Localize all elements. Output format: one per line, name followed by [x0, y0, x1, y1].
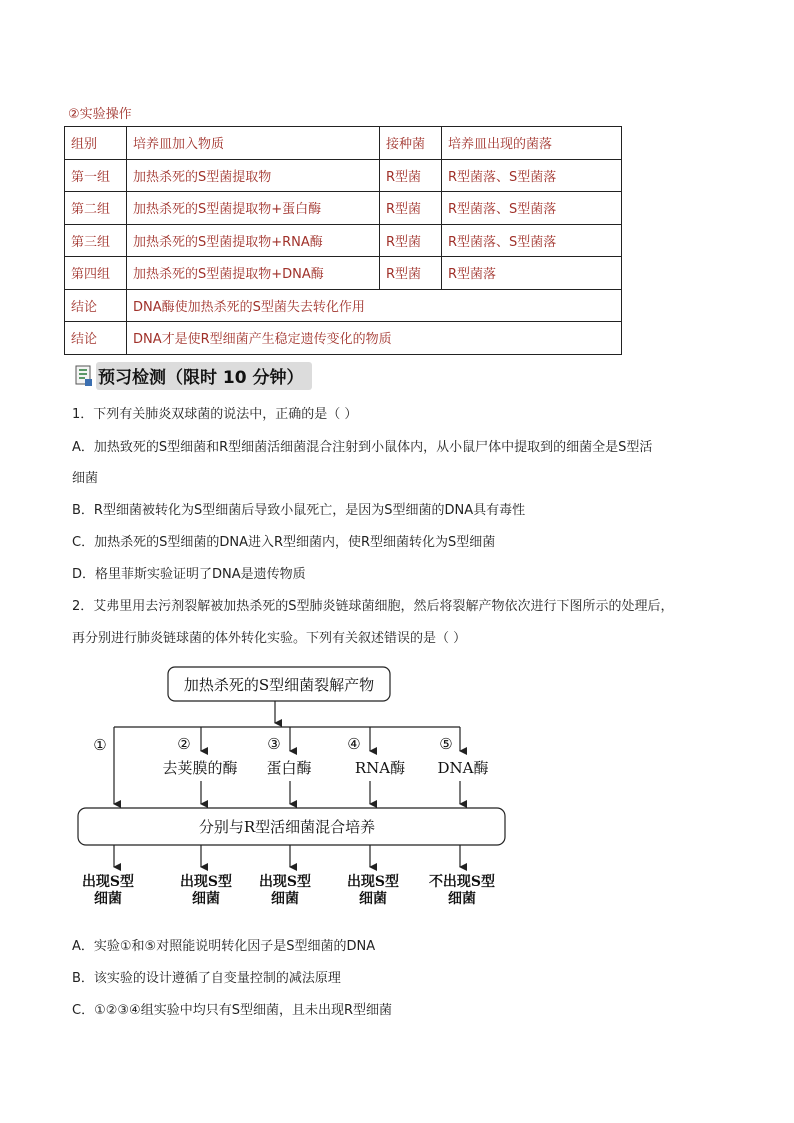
middle-box-label: 分别与R型活细菌混合培养 [198, 818, 376, 836]
table-cell: R型菌落、S型菌落 [442, 192, 622, 225]
table-row [65, 159, 622, 192]
table-cell: 第四组 [65, 257, 127, 290]
result-label: 细菌 [271, 891, 299, 907]
experiment-table [64, 126, 622, 355]
table-cell: 第三组 [65, 224, 127, 257]
conclusion-text: DNA才是使R型细菌产生稳定遗传变化的物质 [127, 322, 622, 355]
q1-stem: 1．下列有关肺炎双球菌的说法中，正确的是（ ） [72, 407, 358, 422]
q1-option-d: D．格里菲斯实验证明了DNA是遗传物质 [72, 567, 306, 582]
branch-number: ⑤ [439, 735, 453, 753]
table-cell: R型菌落、S型菌落 [442, 224, 622, 257]
result-label: 细菌 [448, 891, 476, 907]
table-row [65, 192, 622, 225]
result-label: 细菌 [192, 891, 220, 907]
enzyme-label: 蛋白酶 [266, 759, 312, 777]
table-cell: 第二组 [65, 192, 127, 225]
q1-option-b: B．R型细菌被转化为S型细菌后导致小鼠死亡，是因为S型细菌的DNA具有毒性 [72, 503, 526, 518]
table-cell: 加热杀死的S型菌提取物+RNA酶 [127, 224, 380, 257]
conclusion-row [65, 289, 622, 322]
table-row [65, 257, 622, 290]
result-label: 细菌 [94, 891, 122, 907]
result-label: 细菌 [359, 891, 387, 907]
top-box-label: 加热杀死的S型细菌裂解产物 [183, 676, 375, 694]
q2-option-c: C．①②③④组实验中均只有S型细菌，且未出现R型细菌 [72, 1003, 392, 1018]
q2-stem: 2．艾弗里用去污剂裂解被加热杀死的S型肺炎链球菌细胞，然后将裂解产物依次进行下图所示的处理后， [72, 599, 674, 614]
q2-option-b: B．该实验的设计遵循了自变量控制的减法原理 [72, 971, 341, 986]
table-cell: 加热杀死的S型菌提取物+DNA酶 [127, 257, 380, 290]
table-cell: R型菌落 [442, 257, 622, 290]
table-header-row [65, 127, 622, 160]
banner-title: 预习检测（限时 10 分钟） [96, 362, 312, 390]
header-cell: 培养皿加入物质 [127, 127, 380, 160]
table-cell: R型菌 [380, 257, 442, 290]
q2-stem-cont: 再分别进行肺炎链球菌的体外转化实验。下列有关叙述错误的是（ ） [72, 631, 467, 646]
result-label: 不出现S型 [428, 874, 496, 890]
table-cell: 第一组 [65, 159, 127, 192]
conclusion-text: DNA酶使加热杀死的S型菌失去转化作用 [127, 289, 622, 322]
q2-option-a: A．实验①和⑤对照能说明转化因子是S型细菌的DNA [72, 939, 376, 954]
document-icon [74, 365, 94, 387]
q1-option-c: C．加热杀死的S型细菌的DNA进入R型细菌内，使R型细菌转化为S型细菌 [72, 535, 496, 550]
transformation-flow-diagram [70, 660, 520, 915]
table-cell: R型菌 [380, 192, 442, 225]
header-cell: 接种菌 [380, 127, 442, 160]
q1-option-a-cont: 细菌 [72, 471, 99, 486]
table-row [65, 224, 622, 257]
conclusion-row [65, 322, 622, 355]
table-cell: R型菌 [380, 224, 442, 257]
table-cell: R型菌落、S型菌落 [442, 159, 622, 192]
table-cell: 加热杀死的S型菌提取物 [127, 159, 380, 192]
branch-number: ① [93, 736, 107, 754]
header-cell: 组别 [65, 127, 127, 160]
header-cell: 培养皿出现的菌落 [442, 127, 622, 160]
enzyme-label: RNA酶 [354, 759, 406, 777]
conclusion-label: 结论 [65, 289, 127, 322]
section-banner [74, 362, 312, 390]
branch-number: ③ [267, 735, 281, 753]
result-label: 出现S型 [346, 874, 400, 890]
enzyme-label: DNA酶 [437, 759, 489, 777]
result-label: 出现S型 [81, 874, 135, 890]
q1-option-a: A．加热致死的S型细菌和R型细菌活细菌混合注射到小鼠体内，从小鼠尸体中提取到的细菌全是S型活 [72, 440, 653, 455]
conclusion-label: 结论 [65, 322, 127, 355]
section-label: ②实验操作 [68, 107, 132, 122]
enzyme-label: 去荚膜的酶 [162, 759, 238, 777]
result-label: 出现S型 [179, 874, 233, 890]
result-label: 出现S型 [258, 874, 312, 890]
table-cell: 加热杀死的S型菌提取物+蛋白酶 [127, 192, 380, 225]
branch-number: ④ [347, 735, 361, 753]
table-cell: R型菌 [380, 159, 442, 192]
branch-number: ② [177, 735, 191, 753]
